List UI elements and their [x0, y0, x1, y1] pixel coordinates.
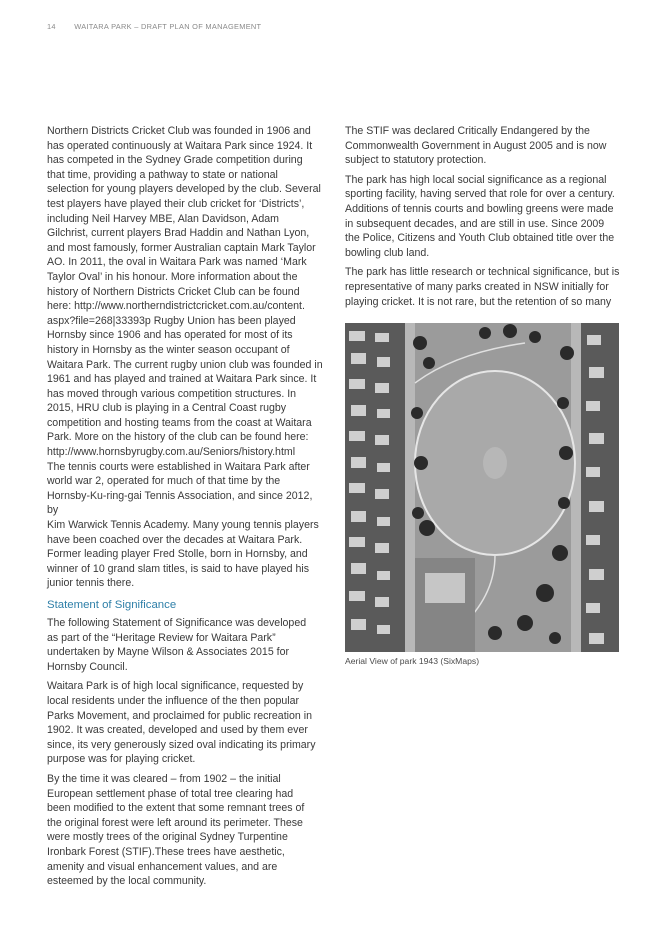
aerial-photo	[345, 323, 619, 652]
paragraph-tree-clearing: By the time it was cleared – from 1902 – the initial European settlement phase of total tree clearing had been modified to the extent that some remnant trees of the original forest were left around its perimeter. These were mostly trees of the original Sydney Turpentine Ironbark Forest (STIF).These trees have aesthetic, amenity and visual enhancement values, and are esteemed by the local community.	[47, 772, 305, 888]
left-column	[47, 124, 323, 894]
paragraph-club-history: Northern Districts Cricket Club was founded in 1906 and has operated continuously at Waitara Park since 1924. It has competed in the Sydney Grade competition during that time, providing a pathway to state or national selection for young players developed by the club. Several test players have played their club cricket for ‘Districts’, including Neil Harvey MBE, Alan Davidson, Adam Gilchrist, current players Brad Haddin and Nathan Lyon, and most famously, former Australian captain Mark Taylor AO. In 2011, the oval in Waitara Park was named ‘Mark Taylor Oval’ in his honour. More information about the history of Northern Districts Cricket Club can be found here: http://www.northerndistrictcricket.com.au/content. aspx?file=268|33393p Rugby Union has been played Hornsby since 1906 and has operated for most of its history in Hornsby as the winter season occupant of Waitara Park. The current rugby union club was founded in 1961 and has played and trained at Waitara Park since. It has moved through various competition structures. In 2015, HRU club is playing in a Central Coast rugby competition and hosting teams from the coast at Waitara Park. More on the history of the club can be found here: http://www.hornsbyrugby.com.au/Seniors/history.html The tennis courts were established in Waitara Park after world war 2, operated for much of that time by the Hornsby-Ku-ring-gai Tennis Association, and since 2012, by Kim Warwick Tennis Academy. Many young tennis players have been coached over the decades at Waitara Park. Former leading player Fred Stolle, born in Hornsby, and winner of 10 grand slam titles, is said to have played his junior tennis there.	[47, 125, 323, 590]
page-number: 14	[47, 22, 56, 31]
paragraph-social-significance: The park has high local social significance as a regional sporting facility, having served that role for over a century. Additions of tennis courts and bowling greens were made in subsequent decades, and are still in use. Since 2009 the Police, Citizens and Youth Club obtained title over the bowling club land.	[345, 173, 615, 259]
running-header	[47, 22, 261, 31]
paragraph-stif: The STIF was declared Critically Endangered by the Commonwealth Government in August 2005 and is now subject to statutory protection.	[345, 125, 607, 167]
document-title: WAITARA PARK – DRAFT PLAN OF MANAGEMENT	[74, 22, 262, 31]
image-caption: Aerial View of park 1943 (SixMaps)	[345, 656, 480, 666]
section-heading-significance: Statement of Significance	[47, 599, 177, 611]
paragraph-research-significance: The park has little research or technical significance, but is representative of many parks created in NSW initially for playing cricket. It is not rare, but the retention of so many	[345, 266, 620, 308]
right-column	[345, 124, 625, 309]
paragraph-local-significance: Waitara Park is of high local significance, requested by local residents under the influence of the then popular Parks Movement, and proclaimed for public recreation in 1902. It was created, developed and used by them ever since, its very generously sized oval indicating its primary purpose was for playing cricket.	[47, 680, 316, 766]
paragraph-statement-intro: The following Statement of Significance was developed as part of the “Heritage Review for Waitara Park” undertaken by Mayne Wilson & Associates 2015 for Hornsby Council.	[47, 617, 307, 673]
